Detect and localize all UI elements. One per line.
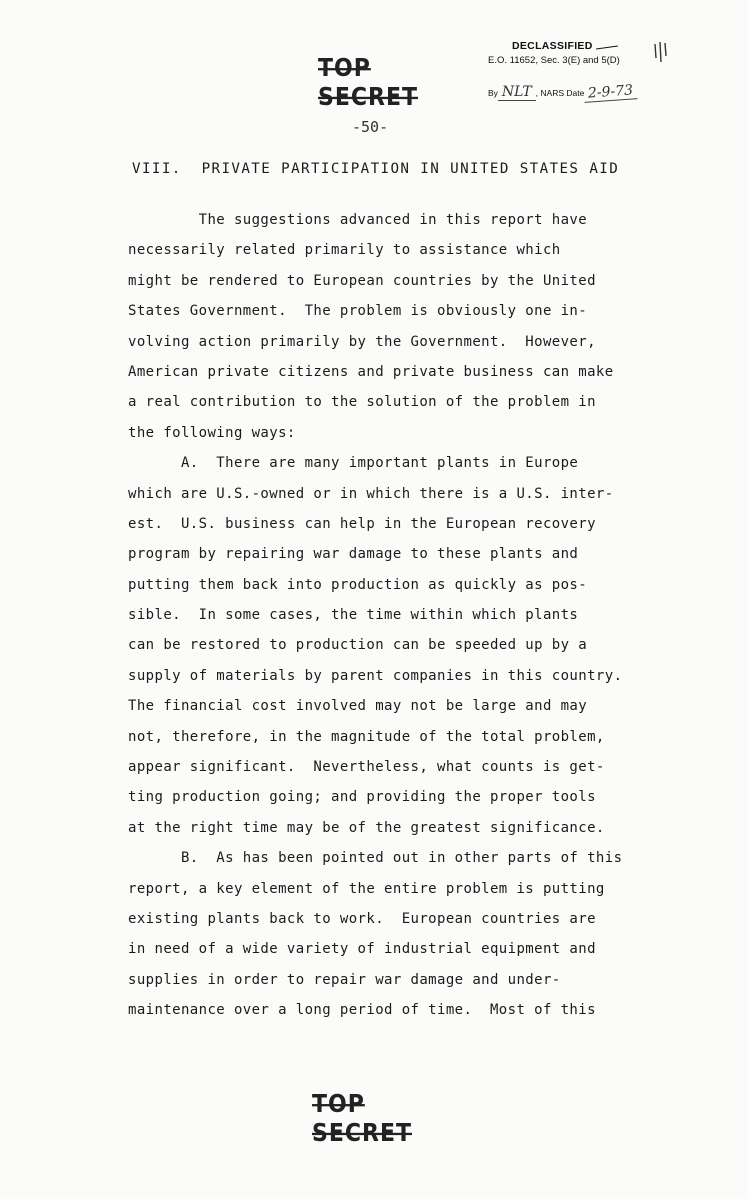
body-line: the following ways: [128, 424, 296, 441]
body-line: in need of a wide variety of industrial equipment and [128, 941, 596, 958]
body-line: est. U.S. business can help in the European recovery [128, 515, 596, 532]
body-line: American private citizens and private business can make [128, 363, 614, 380]
by-label: By [488, 88, 498, 98]
section-heading: VIII. PRIVATE PARTICIPATION IN UNITED STATES AID [132, 161, 620, 177]
body-line: The suggestions advanced in this report have [128, 212, 588, 228]
body-line: supplies in order to repair war damage and under- [128, 971, 561, 988]
declassification-authority: E.O. 11652, Sec. 3(E) and 5(D) [488, 55, 620, 66]
top-secret-stamp-footer: TOP SECRET [312, 1090, 412, 1148]
body-line: a real contribution to the solution of the problem in [128, 394, 596, 411]
body-line: might be rendered to European countries by the United [128, 272, 596, 289]
handwritten-check-mark-icon [652, 40, 670, 68]
body-line: sible. In some cases, the time within which plants [128, 607, 579, 624]
body-line: maintenance over a long period of time. Most of this [128, 1002, 596, 1019]
body-line: can be restored to production can be speeded up by a [128, 637, 588, 654]
body-line: volving action primarily by the Government. However, [128, 333, 596, 350]
body-line: at the right time may be of the greatest significance. [128, 819, 605, 836]
body-line: appear significant. Nevertheless, what counts is get- [128, 759, 605, 776]
body-line: which are U.S.-owned or in which there is a U.S. inter- [128, 485, 614, 502]
top-secret-stamp-header: TOP SECRET [318, 54, 418, 112]
body-line: ting production going; and providing the proper tools [128, 789, 596, 806]
body-line: putting them back into production as quickly as pos- [128, 576, 588, 593]
declassification-signoff [488, 84, 713, 101]
body-line: The financial cost involved may not be large and may [128, 698, 588, 715]
body-line: B. As has been pointed out in other parts of this [128, 850, 623, 867]
body-line: existing plants back to work. European countries are [128, 910, 596, 927]
body-line: States Government. The problem is obviously one in- [128, 303, 588, 320]
declassification-stamp [488, 40, 713, 101]
body-line: not, therefore, in the magnitude of the total problem, [128, 728, 605, 745]
body-line: A. There are many important plants in Europe [128, 455, 579, 472]
body-line: report, a key element of the entire problem is putting [128, 880, 605, 897]
body-line: program by repairing war damage to these plants and [128, 546, 579, 563]
page-number: -50- [352, 118, 389, 136]
nars-date-label: , NARS Date [535, 88, 585, 98]
declassification-date: 2-9-73 [584, 82, 638, 103]
document-body [128, 205, 688, 1026]
body-line: supply of materials by parent companies in this country. [128, 667, 623, 684]
body-line: necessarily related primarily to assistance which [128, 242, 561, 259]
reviewer-initials: NLT [498, 84, 536, 101]
declassified-label: DECLASSIFIED [512, 40, 593, 52]
